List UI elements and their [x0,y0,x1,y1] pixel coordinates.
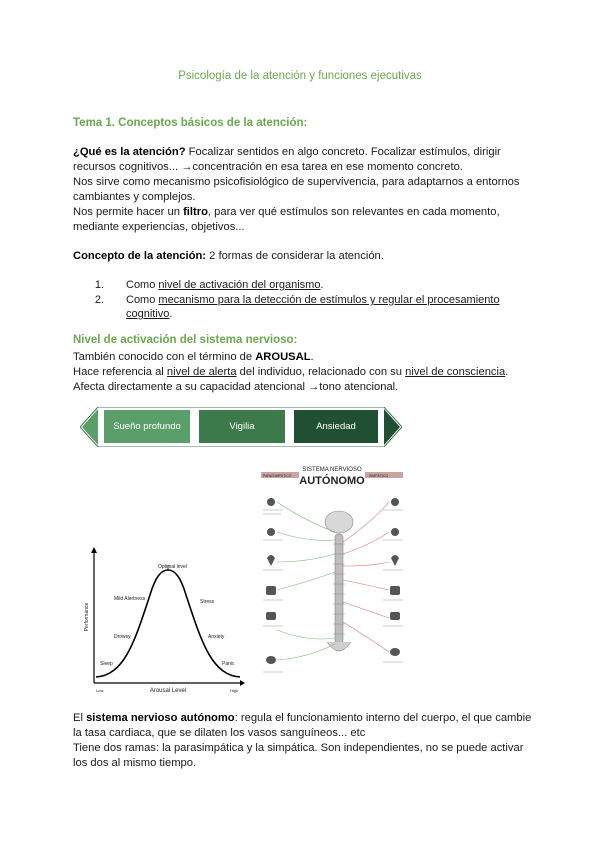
document-title: Psicología de la atención y funciones ejecutivas [178,70,422,82]
nivel-paragraph [73,350,533,395]
arousal-term: AROUSAL [255,351,311,363]
nivel-l1a: También conocido con el término de [73,351,256,363]
autonomic-nervous-system-figure [257,462,407,687]
ans-top-label: SISTEMA NERVIOSO [302,467,362,473]
label-anxiety: Anxiety [208,634,225,640]
gland-icon [391,528,399,536]
nivel-l1c: . [310,351,314,363]
performance-curve [96,570,240,677]
list-item-underlined-cont: cognitivo [126,308,170,320]
eye-icon [267,498,275,506]
concepto-rest: 2 formas de considerar la atención. [206,250,384,262]
que-es-line2: recursos cognitivos... →concentración en esa tarea en ese momento concreto. [73,161,463,173]
que-es-line5c: , para ver qué estímulos son relevantes en cada momento, [207,206,500,218]
sna-l1c: : regula el funcionamiento interno del cuerpo, el que cambie [234,712,532,724]
list-item-post: . [320,279,324,291]
filtro-term: filtro [183,206,208,218]
que-es-paragraph [73,145,533,235]
bladder-icon [266,656,276,664]
label-mild-alertness: Mild Alertness [114,596,146,602]
nivel-l2a: Hace referencia al [73,366,167,378]
stomach-icon [390,612,400,620]
segment-ansiedad: Ansiedad [294,410,378,443]
nivel-alerta: nivel de alerta [166,366,237,378]
que-es-line3: Nos sirve como mecanismo psicofisiológico de supervivencia, para adaptarnos a entornos [73,176,520,188]
eye-icon [391,498,399,506]
sna-paragraph [73,711,543,771]
concepto-lead: Concepto de la atención: [73,250,207,262]
list-number: 2. [94,294,104,306]
label-stress: Stress [200,599,215,605]
ans-left-tag: PARASIMPÁTICO [263,474,292,478]
label-panic: Panic [222,661,235,667]
sna-l1a: El [73,712,87,724]
ans-right-tag: SIMPÁTICO [369,474,389,478]
nivel-l3: Afecta directamente a su capacidad atencional →tono atencional. [73,381,399,393]
nivel-consciencia: nivel de consciencia [405,366,506,378]
que-es-line4: cambiantes y complejos. [73,191,196,203]
list-item-underlined: mecanismo para la detección de estímulos y regular el procesamiento [158,294,500,306]
label-sleep: Sleep [100,661,113,667]
y-axis-label: Performance [84,602,90,632]
list-item-post: . [169,308,173,320]
list-item-pre: Como [126,279,159,291]
x-axis-high: High [230,688,239,693]
ans-title: AUTÓNOMO [299,475,365,487]
list-item-underlined: nivel de activación del organismo [158,279,321,291]
liver-icon [266,612,276,620]
ans-illustration [257,462,407,687]
bladder-icon [390,648,400,656]
label-optimal: Optimal level [158,564,187,570]
x-axis-low: Low [96,688,104,693]
nivel-l2e: . [505,366,509,378]
que-es-lead: ¿Qué es la atención? [73,146,186,158]
list-item-pre: Como [126,294,159,306]
sna-term: sistema nervioso autónomo [86,712,235,724]
x-axis-label: Arousal Level [149,688,187,694]
yerkes-dodson-curve [80,545,245,695]
arousal-continuum-figure [80,407,402,447]
segment-sueno-profundo: Sueño profundo [104,410,190,443]
que-es-line6: mediante experiencias, objetivos... [73,221,245,233]
list-number: 1. [94,279,104,291]
que-es-line1: Focalizar sentidos en algo concreto. Focalizar estímulos, dirigir [185,146,501,158]
section-heading-tema1: Tema 1. Conceptos básicos de la atención: [73,117,308,129]
gland-icon [267,528,275,536]
yerkes-dodson-figure [80,545,245,695]
nivel-l2c: del individuo, relacionado con su [236,366,406,378]
section-heading-nivel: Nivel de activación del sistema nervioso: [73,334,298,346]
sna-l2: la tasa cardiaca, que se dilaten los vasos sanguíneos... etc [73,727,366,739]
segment-vigilia: Vigilia [199,410,285,443]
lungs-icon [390,586,400,595]
que-es-line5a: Nos permite hacer un [73,206,184,218]
sna-l3: Tiene dos ramas: la parasimpática y la simpática. Son independientes, no se puede activar [73,742,524,754]
label-drowsy: Drowsy [114,634,131,640]
sna-l4: los dos al mismo tiempo. [73,757,197,769]
concepto-paragraph [73,249,533,264]
lungs-icon [266,586,276,595]
